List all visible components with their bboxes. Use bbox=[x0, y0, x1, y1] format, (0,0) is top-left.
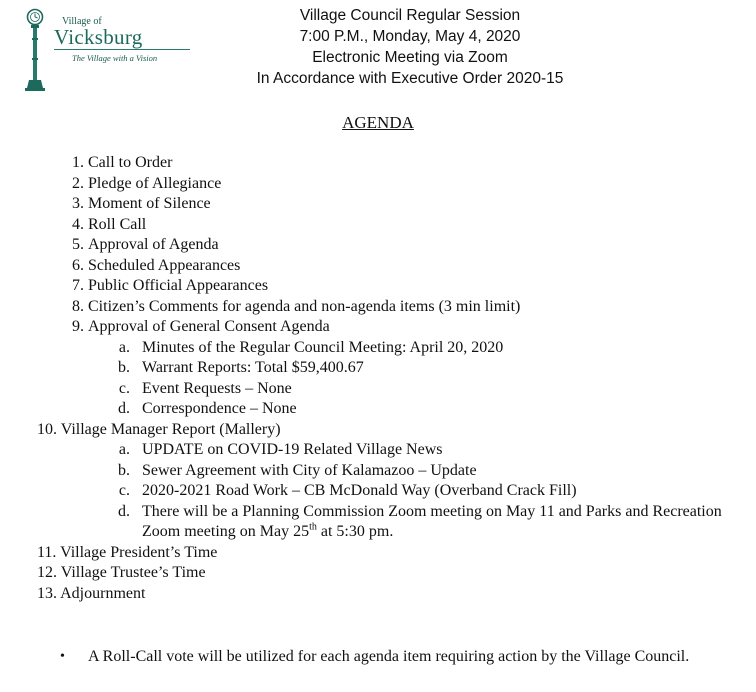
agenda-subitem bbox=[0, 461, 756, 482]
item-number: 3. bbox=[72, 195, 84, 212]
item-number: 7. bbox=[72, 277, 84, 294]
agenda-item bbox=[0, 215, 756, 236]
item-text-with-number bbox=[37, 420, 281, 441]
agenda-title: AGENDA bbox=[342, 113, 414, 132]
item-text: Adjournment bbox=[60, 584, 146, 602]
roll-call-note bbox=[60, 647, 730, 668]
agenda-item bbox=[0, 543, 756, 564]
subitem-letter: a. bbox=[118, 338, 130, 356]
item-text: Citizen’s Comments for agenda and non-agenda items (3 min limit) bbox=[88, 297, 521, 315]
header-line-order: In Accordance with Executive Order 2020-15 bbox=[256, 70, 564, 87]
subitem-text: Warrant Reports: Total $59,400.67 bbox=[142, 359, 364, 376]
agenda-item bbox=[0, 256, 756, 277]
item-number: 6. bbox=[72, 256, 84, 274]
subitem-letter: d. bbox=[118, 502, 130, 520]
agenda-item bbox=[0, 174, 756, 195]
agenda-item bbox=[0, 297, 756, 318]
header-line-location: Electronic Meeting via Zoom bbox=[312, 49, 508, 66]
item-text: Village Manager Report (Mallery) bbox=[60, 420, 281, 438]
item-text: Scheduled Appearances bbox=[88, 256, 241, 274]
agenda-subitem bbox=[0, 440, 756, 461]
header-line-datetime: 7:00 P.M., Monday, May 4, 2020 bbox=[299, 28, 521, 45]
meeting-header bbox=[200, 5, 620, 89]
item-number: 4. bbox=[72, 215, 84, 233]
item-number: 9. bbox=[72, 318, 84, 335]
subitem-text: UPDATE on COVID-19 Related Village News bbox=[142, 441, 443, 458]
subitem-letter: b. bbox=[118, 461, 130, 479]
item-number: 11. bbox=[37, 543, 57, 561]
subitem-text-main: There will be a Planning Commission Zoom meeting on May 11 and Parks and Recreation Zoom meeting on May 25 bbox=[142, 502, 722, 540]
header-line-session: Village Council Regular Session bbox=[299, 7, 521, 24]
item-text: Approval of Agenda bbox=[88, 236, 219, 253]
subitem-letter: c. bbox=[118, 379, 130, 397]
item-text-with-number bbox=[37, 543, 217, 564]
agenda-item bbox=[0, 420, 756, 441]
subitem-text: Sewer Agreement with City of Kalamazoo – Update bbox=[142, 461, 477, 479]
agenda-item bbox=[0, 194, 756, 215]
agenda-item bbox=[0, 276, 756, 297]
item-text: Moment of Silence bbox=[88, 195, 211, 212]
logo-tagline: The Village with a Vision bbox=[72, 53, 158, 63]
item-text-with-number bbox=[37, 563, 206, 584]
bullet-icon: • bbox=[60, 649, 65, 664]
item-number: 13. bbox=[37, 584, 57, 602]
agenda-item bbox=[0, 235, 756, 256]
subitem-letter: c. bbox=[118, 482, 130, 499]
agenda-list bbox=[0, 153, 756, 604]
subitem-text bbox=[142, 502, 722, 543]
subitem-letter: d. bbox=[118, 400, 130, 417]
logo-village-of: Village of bbox=[62, 16, 102, 27]
agenda-item bbox=[0, 153, 756, 174]
item-text: Pledge of Allegiance bbox=[88, 174, 222, 192]
item-number: 5. bbox=[72, 236, 84, 253]
item-number: 2. bbox=[72, 174, 84, 192]
logo-rule bbox=[54, 49, 190, 50]
item-number: 10. bbox=[37, 420, 57, 438]
clock-tower-icon bbox=[22, 8, 48, 92]
note-text: A Roll-Call vote will be utilized for each agenda item requiring action by the Village Council. bbox=[88, 648, 690, 665]
item-text: Roll Call bbox=[88, 215, 147, 233]
agenda-item bbox=[0, 563, 756, 584]
subitem-text: Correspondence – None bbox=[142, 400, 297, 417]
item-text: Call to Order bbox=[88, 154, 173, 171]
subitem-letter: a. bbox=[118, 441, 130, 458]
agenda-subitem bbox=[0, 338, 756, 359]
item-text: Village President’s Time bbox=[60, 543, 218, 561]
subitem-text: Event Requests – None bbox=[142, 379, 292, 397]
item-text: Village Trustee’s Time bbox=[60, 564, 206, 581]
subitem-text: 2020-2021 Road Work – CB McDonald Way (Overband Crack Fill) bbox=[142, 482, 577, 499]
agenda-subitem bbox=[0, 502, 756, 543]
subitem-text: Minutes of the Regular Council Meeting: April 20, 2020 bbox=[142, 338, 504, 356]
item-text: Public Official Appearances bbox=[88, 277, 269, 294]
agenda-subitem bbox=[0, 379, 756, 400]
village-logo bbox=[22, 8, 197, 94]
item-number: 12. bbox=[37, 564, 57, 581]
agenda-subitem bbox=[0, 358, 756, 379]
item-number: 1. bbox=[72, 154, 84, 171]
agenda-subitem bbox=[0, 399, 756, 420]
item-text-with-number bbox=[37, 584, 145, 605]
agenda-item bbox=[0, 317, 756, 338]
item-number: 8. bbox=[72, 297, 84, 315]
subitem-text-tail: at 5:30 pm. bbox=[316, 523, 394, 540]
ordinal-suffix: th bbox=[309, 521, 317, 533]
agenda-item bbox=[0, 584, 756, 605]
agenda-subitem bbox=[0, 481, 756, 502]
item-text: Approval of General Consent Agenda bbox=[88, 318, 330, 335]
logo-name: Vicksburg bbox=[54, 25, 143, 49]
subitem-letter: b. bbox=[118, 359, 130, 376]
